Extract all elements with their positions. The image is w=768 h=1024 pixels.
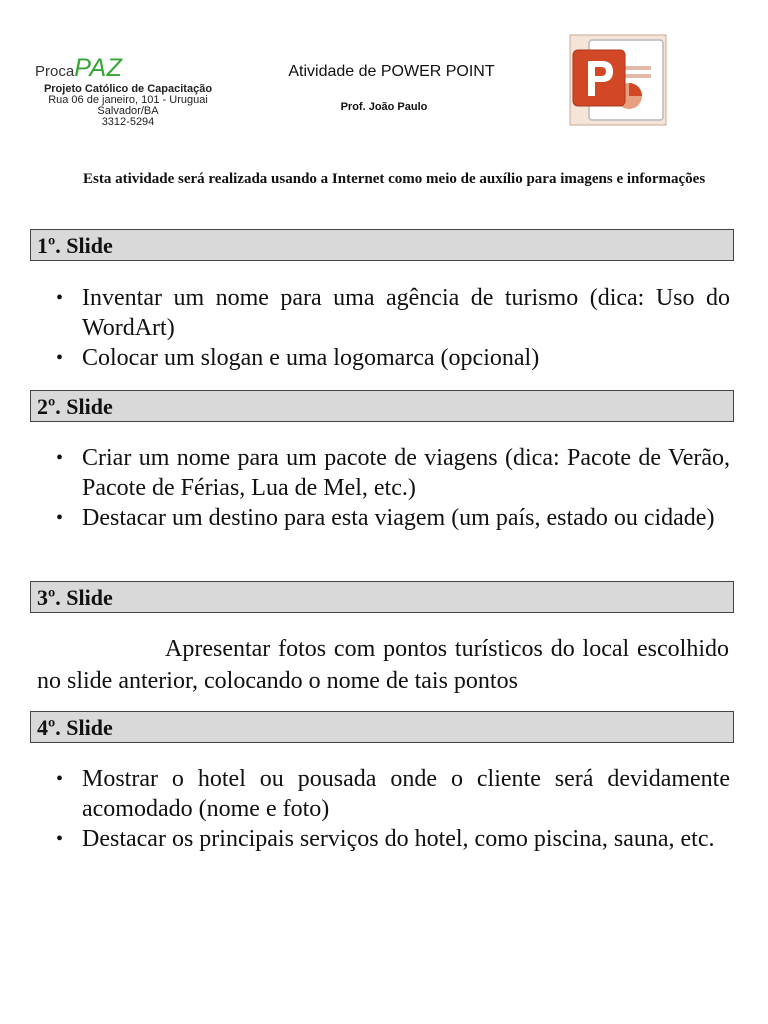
list-item-text: Inventar um nome para uma agência de turismo (dica: Uso do WordArt) [82, 285, 730, 341]
bullet-icon: • [56, 768, 64, 790]
slide-4-heading: 4º. Slide [30, 711, 734, 743]
slide-3-heading: 3º. Slide [30, 581, 734, 613]
logo-line-organization: Projeto Católico de Capacitação [43, 83, 213, 95]
logo-brand-part1: Proca [35, 63, 75, 80]
list-item [38, 764, 730, 824]
list-item [38, 283, 730, 343]
list-item-text: Destacar um destino para esta viagem (um país, estado ou cidade) [82, 505, 715, 531]
list-item [38, 824, 730, 854]
procapaz-logo [29, 48, 227, 134]
list-item [38, 503, 730, 533]
list-item-text: Destacar os principais serviços do hotel, como piscina, sauna, etc. [82, 826, 715, 852]
logo-line-city: Salvador/BA [97, 105, 159, 117]
list-item-text: Criar um nome para um pacote de viagens (dica: Pacote de Verão, Pacote de Férias, Lua de Mel, etc.) [82, 445, 730, 501]
logo-line-phone: 3312-5294 [101, 116, 155, 128]
bullet-icon: • [56, 507, 64, 529]
powerpoint-icon [569, 34, 667, 126]
bullet-icon: • [56, 287, 64, 309]
list-item [38, 343, 730, 373]
list-item [38, 443, 730, 503]
logo-brand-part2: PAZ [74, 54, 123, 82]
intro-text: Esta atividade será realizada usando a Internet como meio de auxílio para imagens e informações [83, 171, 706, 187]
document-author: Prof. João Paulo [340, 101, 428, 113]
list-item-text: Mostrar o hotel ou pousada onde o cliente será devidamente acomodado (nome e foto) [82, 766, 730, 822]
slide-1-heading: 1º. Slide [30, 229, 734, 261]
slide-3-paragraph: Apresentar fotos com pontos turísticos do local escolhido no slide anterior, colocando o nome de tais pontos [37, 636, 729, 694]
list-item-text: Colocar um slogan e uma logomarca (opcional) [82, 345, 540, 371]
slide-2-heading: 2º. Slide [30, 390, 734, 422]
slide-4-list [38, 764, 730, 854]
bullet-icon: • [56, 347, 64, 369]
document-title: Atividade de POWER POINT [288, 63, 495, 80]
bullet-icon: • [56, 447, 64, 469]
logo-line-address: Rua 06 de janeiro, 101 - Uruguai [48, 94, 208, 106]
slide-2-list [38, 443, 730, 533]
slide-1-list [38, 283, 730, 373]
bullet-icon: • [56, 828, 64, 850]
